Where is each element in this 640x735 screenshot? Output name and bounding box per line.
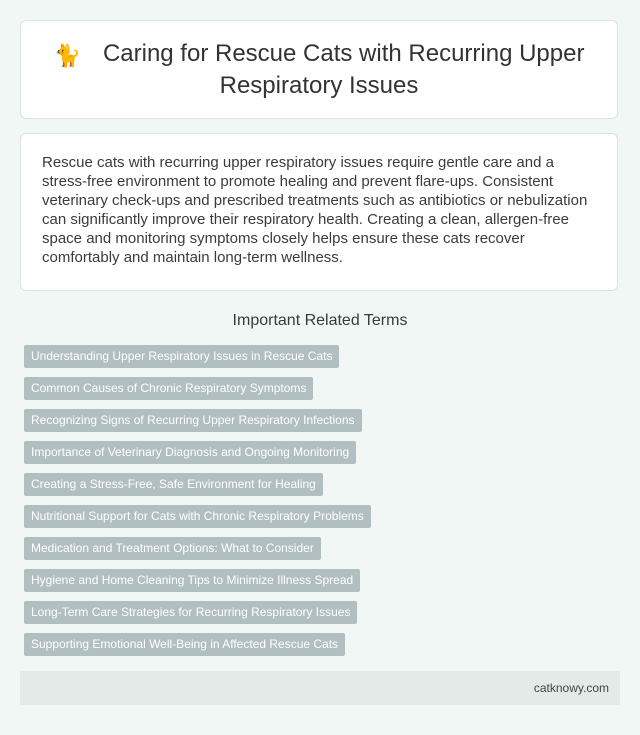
- related-term-tag[interactable]: Understanding Upper Respiratory Issues in Rescue Cats: [24, 345, 339, 368]
- related-term-tag[interactable]: Supporting Emotional Well-Being in Affected Rescue Cats: [24, 633, 345, 656]
- summary-card: [20, 133, 618, 291]
- related-term-tag[interactable]: Recognizing Signs of Recurring Upper Respiratory Infections: [24, 409, 362, 432]
- page-title: [51, 39, 587, 100]
- footer-site-link[interactable]: catknowy.com: [533, 681, 609, 695]
- related-term-tag[interactable]: Common Causes of Chronic Respiratory Symptoms: [24, 377, 313, 400]
- footer: [20, 671, 620, 705]
- related-terms-list: [24, 345, 614, 665]
- cat-icon: 🐈: [53, 44, 81, 69]
- related-term-tag[interactable]: Importance of Veterinary Diagnosis and Ongoing Monitoring: [24, 441, 356, 464]
- related-term-tag[interactable]: Creating a Stress-Free, Safe Environment for Healing: [24, 473, 323, 496]
- related-term-tag[interactable]: Long-Term Care Strategies for Recurring Respiratory Issues: [24, 601, 357, 624]
- summary-text: Rescue cats with recurring upper respiratory issues require gentle care and a stress-free environment to promote healing and prevent flare-ups. Consistent veterinary check-ups and prescribed treatments such as antibiotics or nebulization can significantly improve their respiratory health. Creating a clean, allergen-free space and monitoring symptoms closely helps ensure these cats recover comfortably and maintain long-term wellness.: [42, 154, 588, 266]
- related-term-tag[interactable]: Medication and Treatment Options: What to Consider: [24, 537, 321, 560]
- title-card: [20, 20, 618, 119]
- related-term-tag[interactable]: Nutritional Support for Cats with Chronic Respiratory Problems: [24, 505, 371, 528]
- related-terms-heading: Important Related Terms: [232, 312, 408, 329]
- page-title-text: Caring for Rescue Cats with Recurring Upper Respiratory Issues: [102, 40, 585, 99]
- related-term-tag[interactable]: Hygiene and Home Cleaning Tips to Minimize Illness Spread: [24, 569, 360, 592]
